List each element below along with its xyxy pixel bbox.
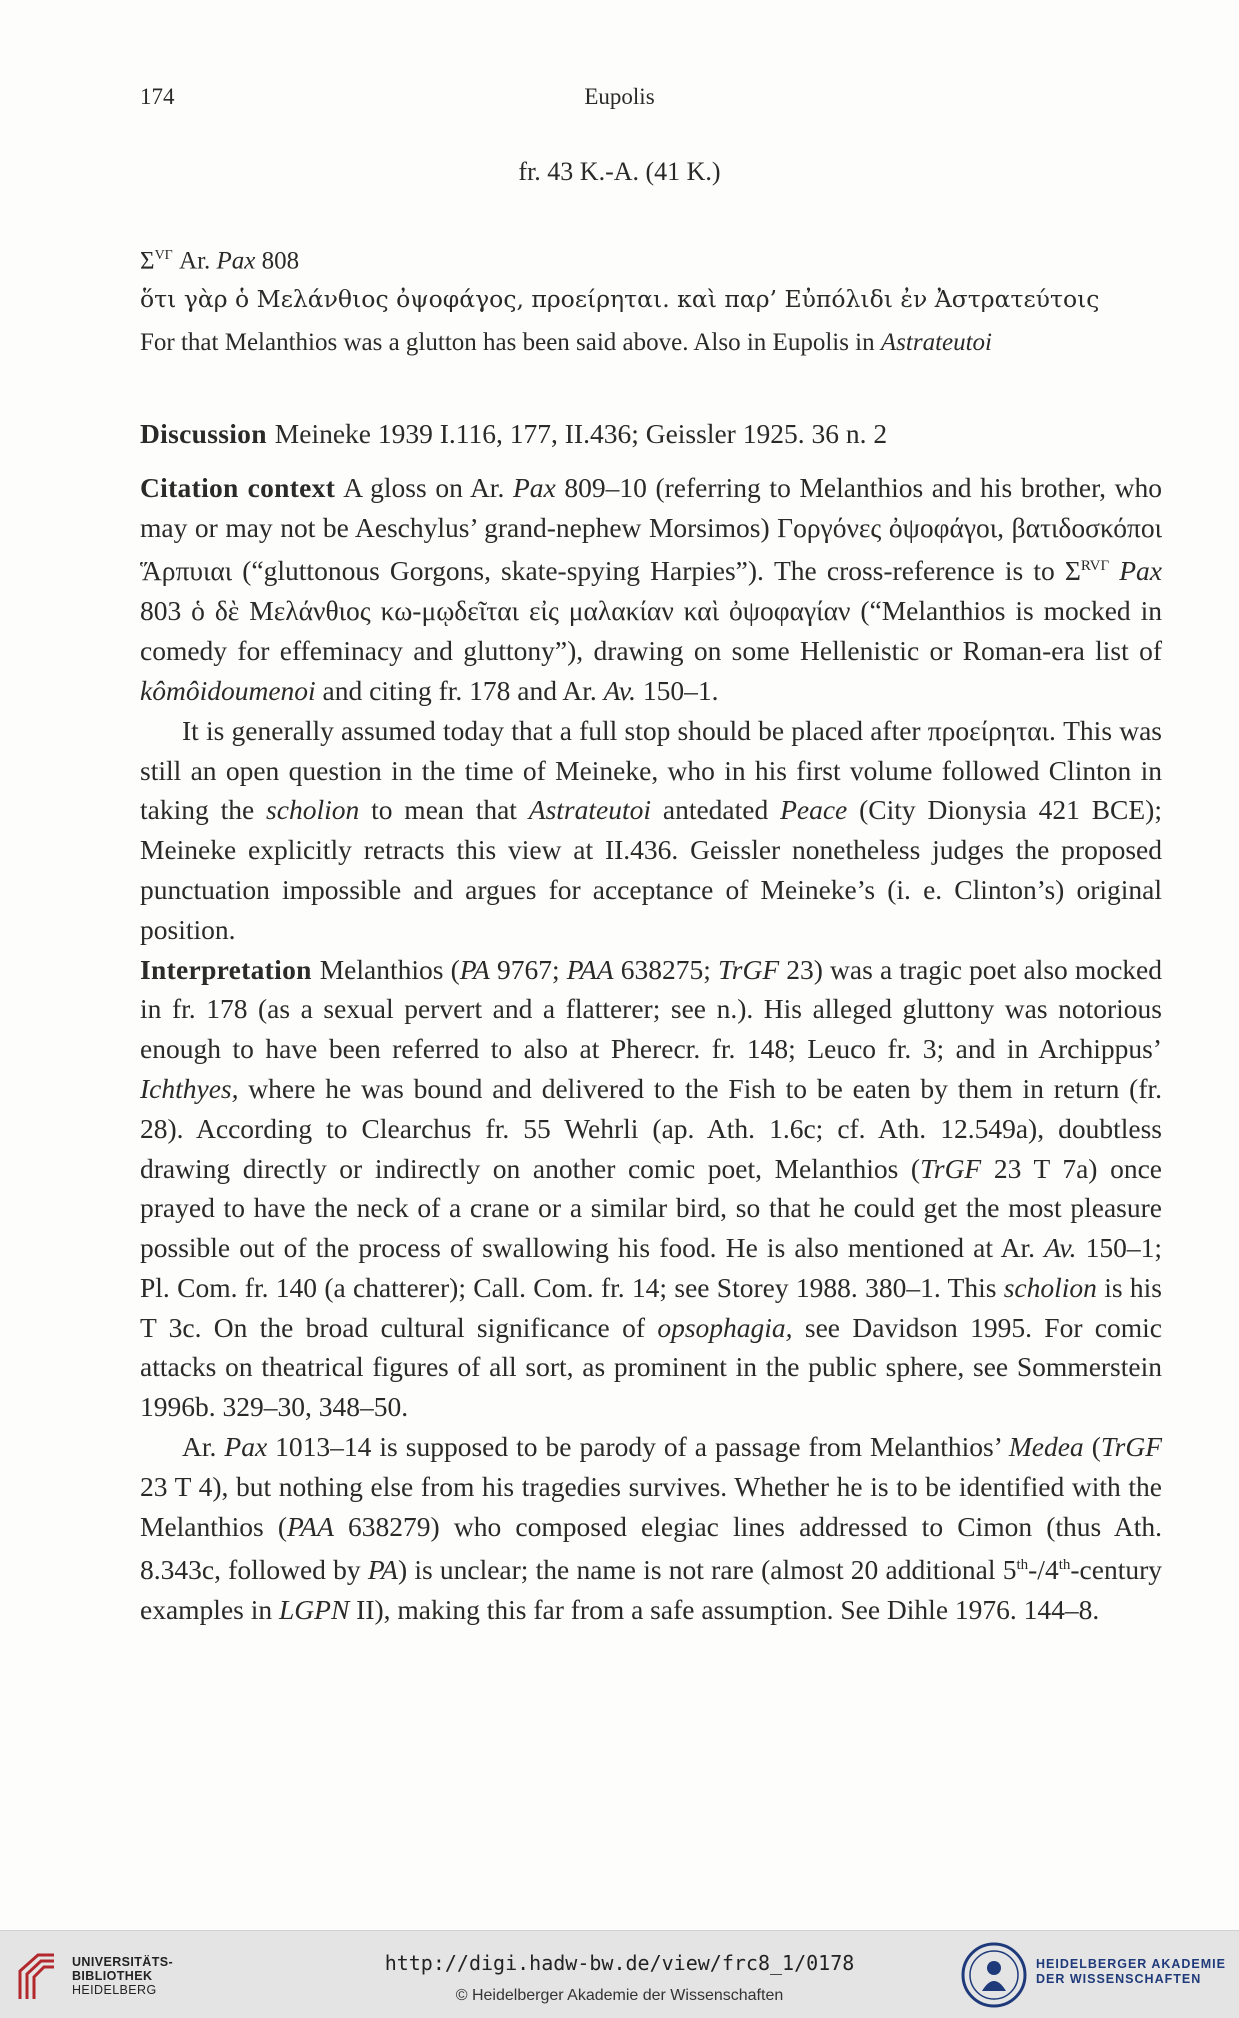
term: opsophagia, xyxy=(657,1311,793,1343)
page-number: 174 xyxy=(140,84,175,109)
paragraph-text: 23) was a tragic poet also mocked in fr. 178 (as a sexual pervert and a flatterer; see n.). His alleged gluttony was notorious enough to have been referred to also at Pherecr. fr. 148; Leuco fr. 3; and in Archippus’ xyxy=(140,953,1162,1065)
discussion-text: Meineke 1939 I.116, 177, II.436; Geissler 1925. 36 n. 2 xyxy=(274,418,888,449)
paragraph-text: where he was bound and delivered to the Fish to be eaten by them in return (fr. 28). According to Clearchus fr. 55 Wehrli (ap. Ath. 1.6c; cf. Ath. 12.549a), doubtless drawing directly or indirectly on another comic poet, Melanthios ( xyxy=(140,1072,1162,1184)
copyright-notice: © Heidelberger Akademie der Wissenschaften xyxy=(455,1987,784,2004)
reference-abbrev: PAA xyxy=(566,953,614,985)
paragraph-text: -century examples in xyxy=(140,1554,1162,1626)
viewer-footer xyxy=(0,1930,1239,2018)
paragraph-text: (City Dionysia 421 BCE); Meineke explicitly retracts this view at II.436. Geissler nonetheless judges the proposed punctuation impossible and argues for acceptance of Meineke’s (i. e. Clinton’s) original position. xyxy=(140,794,1162,945)
citation-text xyxy=(1109,556,1119,587)
reference-abbrev: PA xyxy=(459,953,490,985)
paragraph-text: 638275; xyxy=(613,953,718,985)
library-line: UNIVERSITÄTS- xyxy=(72,1955,174,1969)
scholion-ref-post: 808 xyxy=(255,247,300,275)
library-line: BIBLIOTHEK xyxy=(72,1969,153,1983)
paragraph-text: 23 T 4), but nothing else from his tragedies survives. Whether he is to be identified with the Melanthios ( xyxy=(140,1470,1162,1542)
translation-work: Astrateutoi xyxy=(880,329,992,357)
source-block xyxy=(140,236,1162,362)
paragraph-text: 9767; xyxy=(489,953,567,985)
work-title: Peace xyxy=(780,794,848,826)
paragraph-text: Melanthios ( xyxy=(319,953,460,985)
scholion-ref-work: Pax xyxy=(216,247,256,275)
discussion-heading: Discussion xyxy=(140,418,267,449)
work-title: Av. xyxy=(1044,1232,1077,1264)
work-title: Medea xyxy=(1008,1431,1084,1463)
translation-text: For that Melanthios was a glutton has been said above. Also in Eupolis in xyxy=(140,329,881,357)
work-title: Ichthyes, xyxy=(140,1072,239,1104)
term: scholion xyxy=(1003,1271,1097,1303)
scholion-siglum: Σ xyxy=(140,247,155,275)
citation-text: 809–10 (referring to Melanthios and his brother, who may or may not be Aeschylus’ grand-nephew Morsimos) Γοργόνες ὀψοφάγοι, βατιδοσκόποι Ἅρπυιαι (“gluttonous Gorgons, skate-spying Harpies”). The cross-reference is to Σ xyxy=(140,471,1163,587)
scholion-manuscripts: VΓ xyxy=(154,248,173,263)
citation-text: A gloss on Ar. xyxy=(343,471,513,503)
paragraph-text: to mean that xyxy=(359,794,529,826)
term: kômôidoumenoi xyxy=(140,674,316,706)
paragraph-text: 150–1; Pl. Com. fr. 140 (a chatterer); Call. Com. fr. 14; see Storey 1988. 380–1. This xyxy=(140,1232,1162,1303)
paragraph-text: II), making this far from a safe assumption. See Dihle 1976. 144–8. xyxy=(349,1594,1100,1626)
reference-abbrev: TrGF xyxy=(718,953,780,985)
citation-text: 803 ὁ δὲ Μελάνθιος κω-μῳδεῖται εἰς μαλακίαν καὶ ὀψοφαγίαν (“Melanthios is mocked in comedy for effeminacy and gluttony”), drawing on some Hellenistic or Roman-era list of xyxy=(140,595,1162,667)
scholion-reference xyxy=(140,236,1162,280)
greek-text: ὅτι γὰρ ὁ Μελάνθιος ὀψοφάγος, προείρηται. καὶ παρ’ Εὐπόλιδι ἐν Ἀστρατεύτοις xyxy=(140,285,1100,314)
work-title: Av. xyxy=(603,674,636,706)
discussion-paragraph xyxy=(140,414,1162,454)
paragraph-text: antedated xyxy=(651,794,781,826)
paragraph-text: 23 T 7a) once prayed to have the neck of a crane or a similar bird, so that he could get the most pleasure possible out of the process of swallowing his food. He is also mentioned at Ar. xyxy=(140,1152,1162,1264)
reference-abbrev: PA xyxy=(367,1554,398,1586)
scholion-manuscripts: RVΓ xyxy=(1080,558,1110,575)
reference-abbrev: LGPN xyxy=(279,1594,350,1626)
paragraph-text: is his T 3c. On the broad cultural significance of xyxy=(140,1271,1162,1343)
paragraph-text: -/4 xyxy=(1028,1554,1059,1586)
ordinal-suffix: th xyxy=(1058,1557,1071,1574)
citation-text: 150–1. xyxy=(635,674,719,706)
scholion-ref-pre: Ar. xyxy=(179,247,217,275)
fragment-title: fr. 43 K.-A. (41 K.) xyxy=(518,157,721,186)
paragraph-text: It is generally assumed today that a full stop should be placed after προείρηται. This was still an open question in the time of Meineke, who in his first volume followed Clinton in taking the xyxy=(140,714,1162,826)
paragraph-text: see Davidson 1995. For comic attacks on theatrical figures of all sort, as prominent in the public sphere, see Sommerstein 1996b. 329–30, 348–50. xyxy=(140,1311,1162,1423)
paragraph-text: ) is unclear; the name is not rare (almost 20 additional 5 xyxy=(397,1554,1017,1586)
medea-paragraph xyxy=(140,1427,1162,1630)
citation-text: and citing fr. 178 and Ar. xyxy=(315,674,604,706)
paragraph-text: ( xyxy=(1083,1431,1101,1463)
running-head xyxy=(140,80,1099,114)
paragraph-text: Ar. xyxy=(182,1431,225,1463)
paragraph-text: 638279) who composed elegiac lines addressed to Cimon (thus Ath. 8.343c, followed by xyxy=(140,1510,1162,1586)
academy-name xyxy=(1036,1957,1226,1987)
permalink-url[interactable]: http://digi.hadw-bw.de/view/frc8_1/0178 xyxy=(384,1951,855,1975)
work-title: Pax xyxy=(1119,555,1163,587)
term: scholion xyxy=(266,794,360,826)
interpretation-heading: Interpretation xyxy=(140,953,312,985)
reference-abbrev: PAA xyxy=(287,1510,334,1542)
reference-abbrev: TrGF xyxy=(920,1152,982,1184)
library-line: HEIDELBERG xyxy=(72,1983,157,1997)
academy-seal-icon xyxy=(960,1941,1028,2009)
punctuation-paragraph xyxy=(140,711,1162,950)
academy-line: HEIDELBERGER AKADEMIE xyxy=(1036,1957,1226,1971)
interpretation-paragraph xyxy=(140,950,1162,1428)
academy-line: DER WISSENSCHAFTEN xyxy=(1036,1972,1202,1986)
reference-abbrev: TrGF xyxy=(1100,1431,1162,1463)
work-title: Pax xyxy=(224,1431,268,1463)
work-title: Pax xyxy=(512,471,556,503)
ordinal-suffix: th xyxy=(1016,1557,1029,1574)
running-title: Eupolis xyxy=(584,84,655,109)
paragraph-text: 1013–14 is supposed to be parody of a passage from Melanthios’ xyxy=(267,1431,1009,1463)
citation-heading: Citation context xyxy=(140,471,336,503)
translation xyxy=(140,323,1162,362)
citation-paragraph xyxy=(140,468,1162,711)
work-title: Astrateutoi xyxy=(528,794,652,826)
commentary-body xyxy=(140,414,1162,1630)
